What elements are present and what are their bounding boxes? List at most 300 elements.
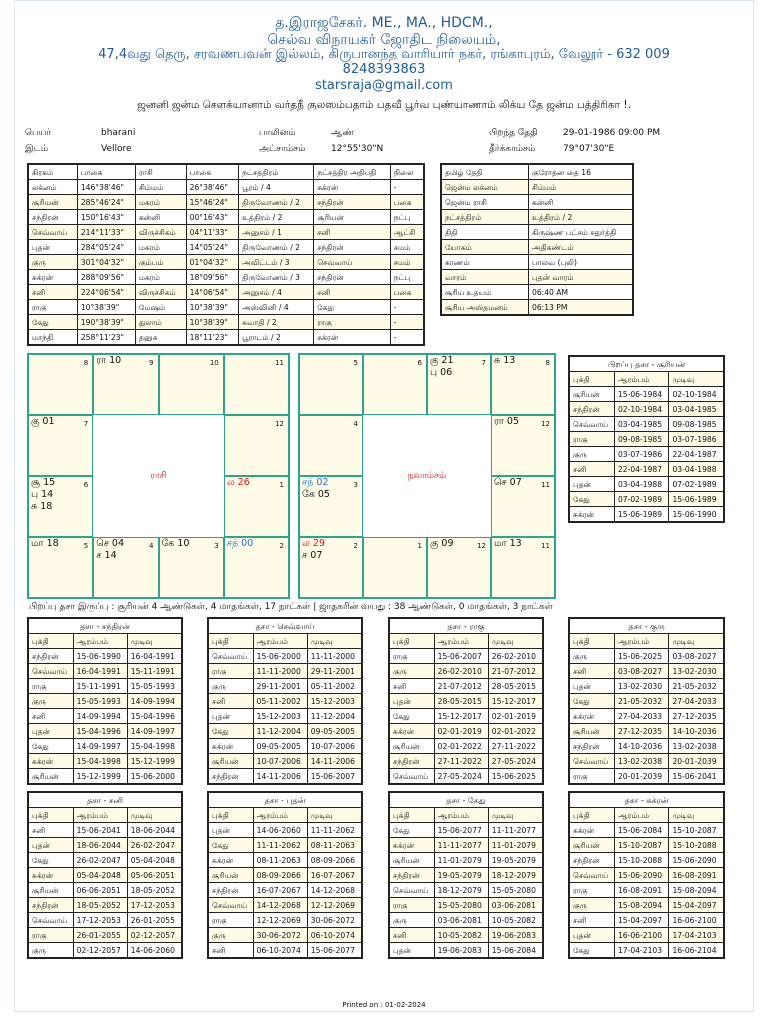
- panchang-label: திதி: [441, 225, 529, 240]
- planet-list: [494, 538, 522, 550]
- dasha-column-header: முடிவு: [307, 808, 362, 823]
- dasha-row: [569, 709, 724, 724]
- dasha-row: [208, 838, 362, 853]
- planet-position-table: [27, 163, 425, 346]
- dasha-cell: 14-12-2068: [307, 883, 362, 898]
- planet-row: [28, 240, 424, 255]
- planet-cell: 224°06'54": [77, 285, 135, 300]
- planet-cell: 04°11'33": [186, 225, 239, 240]
- phone: 8248393863: [342, 62, 426, 77]
- dasha-cell: ராகு: [389, 649, 434, 664]
- panchang-row: [441, 180, 633, 195]
- dasha-cell: 16-06-2100: [669, 913, 724, 928]
- dasha-cell: 11-12-2004: [253, 724, 307, 739]
- dasha-cell: 07-02-1989: [614, 492, 669, 507]
- dasha-cell: சனி: [208, 694, 253, 709]
- planet-row: [28, 255, 424, 270]
- column-header: பாகை: [186, 164, 239, 180]
- panchang-value: அதிகண்டம்: [529, 240, 634, 255]
- planet-cell: 18°09'56": [186, 270, 239, 285]
- panchang-row: [441, 300, 633, 316]
- planet-cell: அனுசம் / 4: [239, 285, 314, 300]
- dasha-cell: 19-05-2079: [434, 868, 488, 883]
- chart-house: [159, 537, 224, 598]
- house-number: 2: [353, 542, 358, 550]
- planet-list: [96, 355, 121, 367]
- dasha-row: [28, 913, 182, 928]
- dasha-cell: ராகு: [569, 883, 614, 898]
- dasha-cell: 17-12-2053: [127, 898, 182, 913]
- planet-cell: குரு: [28, 255, 77, 270]
- planet-cell: பூராடம் / 2: [239, 330, 314, 346]
- dasha-cell: 15-06-2041: [669, 769, 724, 785]
- dasha-column-header: முடிவு: [669, 372, 724, 387]
- planet-cell: சந்திரன்: [314, 270, 391, 285]
- dasha-row: [208, 769, 362, 785]
- planet-row: [28, 270, 424, 285]
- planet-cell: லக்னம்: [28, 180, 77, 195]
- dasha-cell: 10-05-2082: [488, 913, 543, 928]
- dasha-cell: 03-06-2081: [488, 898, 543, 913]
- dasha-row: [569, 477, 724, 492]
- dasha-row: [389, 769, 543, 785]
- planet-row: [28, 300, 424, 315]
- dasha-cell: 02-01-2019: [488, 709, 543, 724]
- dasha-cell: செவ்வாய்: [389, 883, 434, 898]
- planet-row: [28, 180, 424, 195]
- dasha-cell: 11-11-2077: [434, 838, 488, 853]
- horoscope-page: [14, 0, 754, 1012]
- house-number: 3: [353, 481, 358, 489]
- planet-cell: கும்பம்: [135, 255, 186, 270]
- dasha-cell: 03-07-1986: [669, 432, 724, 447]
- dasha-cell: 27-05-2024: [488, 754, 543, 769]
- dasha-row: [389, 739, 543, 754]
- dasha-cell: சூரியன்: [569, 724, 614, 739]
- dasha-cell: 15-05-1993: [127, 679, 182, 694]
- dasha-row: [208, 724, 362, 739]
- dasha-cell: 11-12-2004: [307, 709, 362, 724]
- dasha-row: [389, 823, 543, 838]
- organization-name: செல்வ விநாயகர் ஜோதிட நிலையம்,: [267, 32, 501, 48]
- chart-house: [93, 537, 158, 598]
- dasha-cell: கேது: [389, 823, 434, 838]
- dasha-cell: கேது: [569, 694, 614, 709]
- planet-cell: -: [390, 315, 424, 330]
- dasha-column-header: புக்தி: [569, 634, 614, 649]
- dasha-row: [208, 913, 362, 928]
- dasha-cell: 18-12-2079: [434, 883, 488, 898]
- dasha-column-header: புக்தி: [389, 808, 434, 823]
- dasha-cell: செவ்வாய்: [28, 913, 73, 928]
- dasha-row: [208, 649, 362, 664]
- dasha-row: [389, 679, 543, 694]
- dasha-cell: 19-06-2083: [488, 928, 543, 943]
- planet-cell: மாந்தி: [28, 330, 77, 346]
- dasha-row: [389, 898, 543, 913]
- dasha-cell: சந்திரன்: [28, 649, 73, 664]
- planet-cell: -: [390, 300, 424, 315]
- dasha-cell: 14-10-2036: [614, 739, 669, 754]
- panchang-value: 06:40 AM: [529, 285, 634, 300]
- dasha-row: [389, 883, 543, 898]
- chart-house: [299, 476, 363, 537]
- planet-cell: சனி: [314, 285, 391, 300]
- dasha-cell: 03-04-1985: [614, 417, 669, 432]
- dasha-cell: சுக்ரன்: [28, 754, 73, 769]
- dasha-table-guru: [568, 617, 725, 785]
- dasha-cell: சூரியன்: [569, 838, 614, 853]
- dasha-cell: 27-04-2033: [614, 709, 669, 724]
- dasha-table-chandra: [27, 617, 183, 785]
- dasha-cell: 11-11-2000: [307, 649, 362, 664]
- planet-row: [28, 315, 424, 330]
- dasha-title: பிறப்பு தசா - சூரியன்: [569, 356, 724, 372]
- planet-cell: சந்திரன்: [28, 210, 77, 225]
- dasha-row: [208, 883, 362, 898]
- dasha-cell: 15-06-1990: [669, 507, 724, 523]
- house-number: 9: [149, 359, 154, 367]
- planet-cell: மகரம்: [135, 195, 186, 210]
- planet-cell: துலாம்: [135, 315, 186, 330]
- chart-house: [363, 537, 427, 598]
- dasha-cell: 15-12-2003: [307, 694, 362, 709]
- dasha-cell: 16-08-2091: [669, 868, 724, 883]
- column-header: நட்சத்திர அதிபதி: [314, 164, 391, 180]
- dasha-cell: 06-10-2074: [253, 943, 307, 959]
- dasha-title: தசா - செவ்வாய்: [208, 618, 362, 634]
- dasha-cell: ராகு: [389, 898, 434, 913]
- dasha-cell: 26-02-2010: [434, 664, 488, 679]
- panchang-label: கரணம்: [441, 255, 529, 270]
- dasha-cell: 27-12-2035: [669, 709, 724, 724]
- dasha-cell: சூரியன்: [28, 883, 73, 898]
- dasha-cell: 29-11-2001: [253, 679, 307, 694]
- planet-cell: 301°04'32": [77, 255, 135, 270]
- dasha-row: [569, 853, 724, 868]
- dasha-row: [569, 898, 724, 913]
- navamsa-chart: [298, 353, 556, 599]
- address: 47,4வது தெரு, சரவணபவன் இல்லம், கிருபானந்த வாரியார் நகர், ரங்காபுரம், வேலூர் - 632 009: [98, 47, 670, 62]
- house-number: 2: [279, 542, 284, 550]
- dasha-cell: 15-04-1996: [127, 709, 182, 724]
- dasha-cell: 10-07-2006: [253, 754, 307, 769]
- dasha-row: [389, 754, 543, 769]
- panchang-row: [441, 225, 633, 240]
- dasha-row: [28, 868, 182, 883]
- dasha-cell: 15-10-2088: [614, 853, 669, 868]
- dasha-cell: 05-04-2048: [73, 868, 127, 883]
- dasha-cell: 15-06-2084: [614, 823, 669, 838]
- dasha-cell: செவ்வாய்: [389, 769, 434, 785]
- dasha-cell: 13-02-2030: [614, 679, 669, 694]
- dasha-cell: 15-10-2087: [669, 823, 724, 838]
- dasha-row: [389, 928, 543, 943]
- chart-house: [159, 354, 224, 415]
- dasha-table-surya: [568, 355, 725, 523]
- planet-cell: 214°11'33": [77, 225, 135, 240]
- house-number: 4: [149, 542, 154, 550]
- dasha-cell: 15-06-2084: [488, 943, 543, 959]
- dasha-cell: குரு: [208, 679, 253, 694]
- dasha-cell: 30-06-2072: [253, 928, 307, 943]
- planet-cell: விருச்சிகம்: [135, 285, 186, 300]
- dasha-row: [208, 823, 362, 838]
- planet-cell: சுக்ரன்: [314, 330, 391, 346]
- dasha-column-header: முடிவு: [669, 808, 724, 823]
- chart-house: [491, 537, 555, 598]
- dasha-row: [569, 823, 724, 838]
- dasha-cell: 11-11-2062: [253, 838, 307, 853]
- dasha-cell: 02-01-2022: [488, 724, 543, 739]
- dasha-cell: 02-12-2057: [127, 928, 182, 943]
- dasha-cell: 15-05-2080: [434, 898, 488, 913]
- dasha-cell: சனி: [569, 462, 614, 477]
- dasha-cell: கேது: [28, 853, 73, 868]
- dasha-cell: 03-04-1985: [669, 402, 724, 417]
- dasha-cell: 22-04-1987: [669, 447, 724, 462]
- dasha-cell: கேது: [208, 838, 253, 853]
- dasha-row: [569, 679, 724, 694]
- planet-row: [28, 210, 424, 225]
- planet-cell: சூரியன்: [314, 210, 391, 225]
- dasha-row: [389, 694, 543, 709]
- rasi-chart: [27, 353, 290, 599]
- dasha-cell: சூரியன்: [389, 853, 434, 868]
- dasha-cell: ராகு: [208, 664, 253, 679]
- dasha-row: [389, 943, 543, 959]
- planet-cell: சிம்மம்: [135, 180, 186, 195]
- dasha-cell: 16-07-2067: [307, 868, 362, 883]
- latitude-label: அட்சாம்சம்: [259, 144, 306, 154]
- dasha-cell: சுக்ரன்: [569, 709, 614, 724]
- dasha-cell: புதன்: [208, 709, 253, 724]
- planet-cell: 288°09'56": [77, 270, 135, 285]
- dasha-row: [28, 823, 182, 838]
- planet-cell: பகை: [390, 195, 424, 210]
- chart-planet: சந் 02: [302, 477, 329, 488]
- chart-house: [28, 476, 93, 537]
- dasha-cell: 14-11-2006: [307, 754, 362, 769]
- dasha-cell: 16-06-2104: [669, 943, 724, 959]
- dasha-row: [569, 868, 724, 883]
- dasha-cell: 02-01-2019: [434, 724, 488, 739]
- dasha-row: [208, 868, 362, 883]
- dasha-cell: 15-06-1984: [614, 387, 669, 402]
- planet-cell: கேது: [28, 315, 77, 330]
- dasha-cell: 02-10-1984: [669, 387, 724, 402]
- planet-cell: நட்பு: [390, 210, 424, 225]
- dasha-row: [389, 853, 543, 868]
- dasha-cell: புதன்: [28, 838, 73, 853]
- planet-cell: சனி: [314, 225, 391, 240]
- house-number: 1: [279, 481, 284, 489]
- dasha-cell: 16-08-2091: [614, 883, 669, 898]
- dasha-title: தசா - சனி: [28, 792, 182, 808]
- chart-planet: ரா 05: [494, 416, 519, 427]
- dasha-row: [28, 694, 182, 709]
- dasha-cell: 20-01-2039: [669, 754, 724, 769]
- dasha-cell: 19-06-2083: [434, 943, 488, 959]
- dasha-row: [28, 724, 182, 739]
- dasha-cell: 14-09-1997: [127, 724, 182, 739]
- dasha-cell: குரு: [389, 913, 434, 928]
- dasha-cell: சூரியன்: [208, 754, 253, 769]
- panchang-label: யோகம்: [441, 240, 529, 255]
- dasha-cell: 22-04-1987: [614, 462, 669, 477]
- dasha-row: [569, 943, 724, 959]
- chart-title: ராசி: [150, 470, 167, 481]
- chart-planet: சு 18: [31, 501, 53, 512]
- dasha-cell: 19-05-2079: [488, 853, 543, 868]
- chart-planet: ச 07: [302, 550, 323, 561]
- column-header: பாகை: [77, 164, 135, 180]
- dasha-cell: 15-06-2007: [434, 649, 488, 664]
- dasha-cell: 10-07-2006: [307, 739, 362, 754]
- dasha-cell: 03-04-1988: [614, 477, 669, 492]
- planet-row: [28, 330, 424, 346]
- dasha-column-header: முடிவு: [307, 634, 362, 649]
- dasha-cell: 08-11-2063: [307, 838, 362, 853]
- dasha-cell: 11-11-2077: [488, 823, 543, 838]
- dasha-cell: செவ்வாய்: [569, 417, 614, 432]
- dasha-column-header: புக்தி: [28, 808, 73, 823]
- dasha-row: [569, 492, 724, 507]
- dasha-cell: 15-12-1999: [127, 754, 182, 769]
- longitude-value: 79°07'30"E: [563, 144, 615, 154]
- planet-cell: மகரம்: [135, 270, 186, 285]
- planet-cell: விருச்சிகம்: [135, 225, 186, 240]
- panchang-label: வாரம்: [441, 270, 529, 285]
- planet-cell: சுக்ரன்: [314, 180, 391, 195]
- chart-house: [93, 354, 158, 415]
- planet-list: [31, 477, 55, 513]
- dasha-row: [28, 853, 182, 868]
- dasha-cell: 15-05-1993: [73, 694, 127, 709]
- chart-house: [299, 354, 363, 415]
- dasha-cell: சுக்ரன்: [208, 739, 253, 754]
- dasha-cell: 08-11-2063: [253, 853, 307, 868]
- dasha-cell: 14-10-2036: [669, 724, 724, 739]
- dasha-row: [389, 709, 543, 724]
- dasha-row: [208, 898, 362, 913]
- dasha-title: தசா - குரு: [569, 618, 724, 634]
- dasha-row: [208, 739, 362, 754]
- dasha-cell: 03-07-1986: [614, 447, 669, 462]
- chart-planet: சு 13: [494, 355, 516, 366]
- dasha-cell: 11-11-2062: [307, 823, 362, 838]
- dasha-cell: 21-05-2032: [669, 679, 724, 694]
- planet-cell: ராகு: [28, 300, 77, 315]
- dasha-row: [28, 883, 182, 898]
- chart-planet: கு 09: [430, 538, 454, 549]
- dasha-cell: 11-11-2000: [253, 664, 307, 679]
- dasha-table-sani: [27, 791, 183, 959]
- panchang-value: பாலவ (புலி): [529, 255, 634, 270]
- planet-cell: சந்திரன்: [314, 195, 391, 210]
- dasha-cell: 26-01-2055: [127, 913, 182, 928]
- dasha-column-header: முடிவு: [488, 634, 543, 649]
- dasha-cell: 15-06-2077: [434, 823, 488, 838]
- dasha-cell: சூரியன்: [569, 387, 614, 402]
- chart-house: [299, 415, 363, 476]
- dob-value: 29-01-1986 09:00 PM: [563, 128, 661, 138]
- dasha-cell: 16-04-1991: [127, 649, 182, 664]
- astrologer-name: த.இராஜசேகர். ME., MA., HDCM.,: [275, 15, 493, 31]
- panchang-row: [441, 195, 633, 210]
- planet-cell: 14°05'24": [186, 240, 239, 255]
- planet-cell: 146°38'46": [77, 180, 135, 195]
- chart-planet: மா 18: [31, 538, 59, 549]
- dasha-cell: 15-08-2094: [669, 883, 724, 898]
- place-label: இடம்: [25, 144, 49, 154]
- dasha-cell: 14-12-2068: [253, 898, 307, 913]
- dasha-row: [208, 754, 362, 769]
- panchang-value: கிருஷ்ண பட்சம் சதுர்த்தி: [529, 225, 634, 240]
- dasha-cell: கேது: [569, 943, 614, 959]
- dasha-row: [28, 739, 182, 754]
- dasha-cell: சந்திரன்: [569, 739, 614, 754]
- house-number: 7: [83, 420, 89, 428]
- house-number: 12: [541, 420, 550, 428]
- dasha-title: தசா - புதன்: [208, 792, 362, 808]
- chart-planet: கு 01: [31, 416, 55, 427]
- chart-house: [427, 354, 491, 415]
- dasha-cell: 28-05-2015: [434, 694, 488, 709]
- dasha-cell: 21-05-2032: [614, 694, 669, 709]
- dasha-cell: சூரியன்: [389, 739, 434, 754]
- planet-cell: 26°38'46": [186, 180, 239, 195]
- dasha-row: [28, 898, 182, 913]
- dasha-cell: 18-05-2052: [127, 883, 182, 898]
- panchang-label: தமிழ் தேதி: [441, 164, 529, 180]
- dasha-cell: 26-01-2055: [73, 928, 127, 943]
- dasha-row: [208, 664, 362, 679]
- latitude-value: 12°55'30"N: [331, 144, 384, 154]
- dasha-cell: 15-11-1991: [73, 679, 127, 694]
- dasha-cell: 17-12-2053: [73, 913, 127, 928]
- dasha-row: [28, 649, 182, 664]
- dasha-cell: 21-07-2012: [488, 664, 543, 679]
- panchang-row: [441, 285, 633, 300]
- dasha-cell: 15-12-2003: [253, 709, 307, 724]
- dasha-cell: 03-04-1988: [669, 462, 724, 477]
- planet-list: [162, 538, 190, 550]
- dasha-cell: சனி: [28, 709, 73, 724]
- dasha-cell: 15-11-1991: [127, 664, 182, 679]
- dasha-cell: சனி: [569, 664, 614, 679]
- dasha-cell: ராகு: [28, 679, 73, 694]
- planet-cell: 285°46'24": [77, 195, 135, 210]
- dasha-cell: புதன்: [569, 679, 614, 694]
- dasha-cell: குரு: [28, 943, 73, 959]
- dasha-cell: 15-06-1990: [73, 649, 127, 664]
- planet-list: [430, 355, 454, 379]
- dasha-cell: 09-05-2005: [253, 739, 307, 754]
- dasha-column-header: ஆரம்பம்: [614, 634, 669, 649]
- dasha-row: [28, 679, 182, 694]
- chart-planet: ச 14: [96, 550, 117, 561]
- panchang-label: சூரிய அஸ்தமனம்: [441, 300, 529, 316]
- dasha-table-raagu: [388, 617, 544, 785]
- planet-list: [227, 538, 253, 550]
- dasha-cell: 15-06-2000: [127, 769, 182, 785]
- dasha-cell: 16-07-2067: [253, 883, 307, 898]
- column-header: நட்சத்திரம்: [239, 164, 314, 180]
- dasha-column-header: புக்தி: [569, 808, 614, 823]
- dasha-cell: 05-04-2048: [127, 853, 182, 868]
- printed-on: Printed on : 01-02-2024: [342, 1001, 426, 1009]
